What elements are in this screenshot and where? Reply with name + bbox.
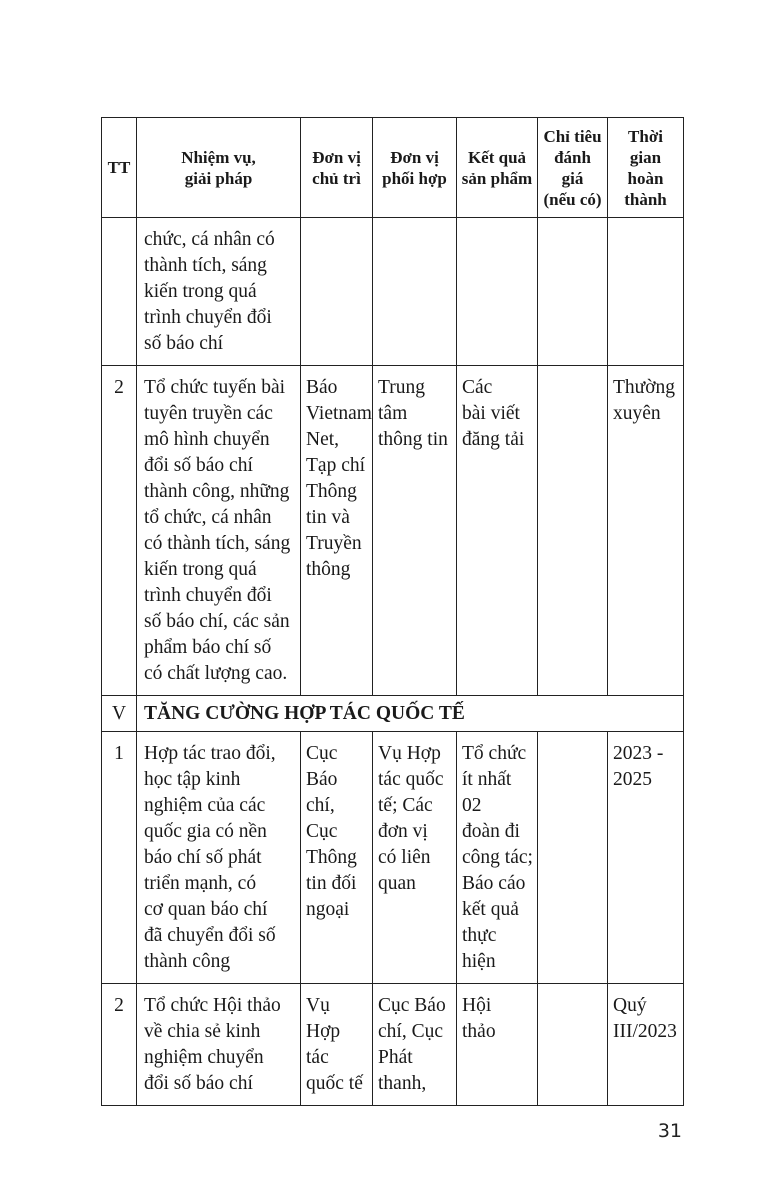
cell-coordinating-unit: Vụ Hợp tác quốc tế; Các đơn vị có liên quan	[373, 732, 457, 984]
cell-lead-unit	[301, 218, 373, 366]
header-indicator: Chỉ tiêu đánh giá (nếu có)	[538, 118, 608, 218]
cell-tt	[102, 218, 137, 366]
cell-task: Tổ chức tuyến bài tuyên truyền các mô hình chuyển đổi số báo chí thành công, những tổ chức, cá nhân có thành tích, sáng kiến trong quá trình chuyển đổi số báo chí, các sản phẩm báo chí số có chất lượng cao.	[137, 366, 301, 696]
header-row	[102, 118, 684, 218]
cell-result: Tổ chức ít nhất 02 đoàn đi công tác; Báo cáo kết quả thực hiện	[457, 732, 538, 984]
header-result: Kết quả sản phẩm	[457, 118, 538, 218]
cell-lead-unit: Vụ Hợp tác quốc tế	[301, 984, 373, 1106]
table-row	[102, 984, 684, 1106]
header-deadline: Thời gian hoàn thành	[608, 118, 684, 218]
cell-coordinating-unit	[373, 218, 457, 366]
cell-indicator	[538, 218, 608, 366]
cell-task: Hợp tác trao đổi, học tập kinh nghiệm của các quốc gia có nền báo chí số phát triển mạnh, có cơ quan báo chí đã chuyển đổi số thành công	[137, 732, 301, 984]
cell-deadline	[608, 218, 684, 366]
cell-tt: 2	[102, 366, 137, 696]
cell-coordinating-unit: Trung tâm thông tin	[373, 366, 457, 696]
header-coordinating-unit: Đơn vị phối hợp	[373, 118, 457, 218]
cell-task: Tổ chức Hội thảo về chia sẻ kinh nghiệm chuyển đổi số báo chí	[137, 984, 301, 1106]
table-row	[102, 366, 684, 696]
section-title: TĂNG CƯỜNG HỢP TÁC QUỐC TẾ	[137, 696, 684, 732]
cell-tt: 1	[102, 732, 137, 984]
page-number: 31	[657, 1120, 682, 1142]
cell-result	[457, 218, 538, 366]
table-row	[102, 732, 684, 984]
table-row	[102, 218, 684, 366]
header-tt: TT	[102, 118, 137, 218]
cell-indicator	[538, 732, 608, 984]
cell-result: Các bài viết đăng tải	[457, 366, 538, 696]
cell-lead-unit: Báo Vietnam Net, Tạp chí Thông tin và Truyền thông	[301, 366, 373, 696]
cell-indicator	[538, 366, 608, 696]
cell-task: chức, cá nhân có thành tích, sáng kiến trong quá trình chuyển đổi số báo chí	[137, 218, 301, 366]
cell-lead-unit: Cục Báo chí, Cục Thông tin đối ngoại	[301, 732, 373, 984]
cell-coordinating-unit: Cục Báo chí, Cục Phát thanh,	[373, 984, 457, 1106]
cell-deadline: Thường xuyên	[608, 366, 684, 696]
section-number: V	[102, 696, 137, 732]
header-task: Nhiệm vụ, giải pháp	[137, 118, 301, 218]
cell-result: Hội thảo	[457, 984, 538, 1106]
cell-deadline: 2023 - 2025	[608, 732, 684, 984]
cell-deadline: Quý III/2023	[608, 984, 684, 1106]
plan-table	[101, 117, 684, 1106]
cell-indicator	[538, 984, 608, 1106]
cell-tt: 2	[102, 984, 137, 1106]
section-row	[102, 696, 684, 732]
header-lead-unit: Đơn vị chủ trì	[301, 118, 373, 218]
